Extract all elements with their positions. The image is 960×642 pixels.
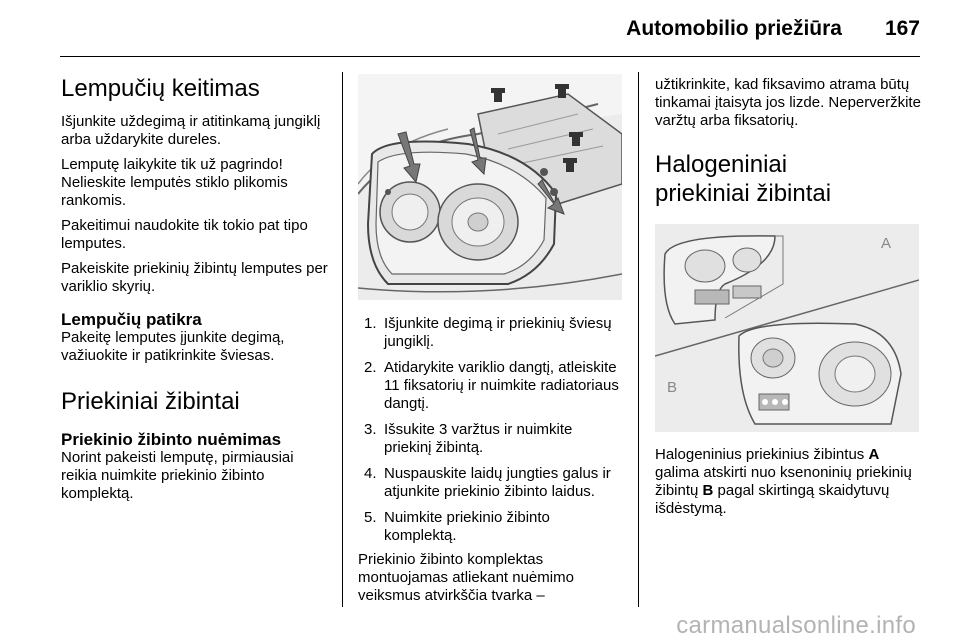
headlamp-comparison-illustration [655,224,919,432]
section-title: Automobilio priežiūra [626,17,842,40]
right-column [655,62,925,525]
list-item: 5. Nuimkite priekinio žibinto komplektą. [364,509,550,544]
left-column [61,62,329,510]
list-item: 1. Išjunkite degimą ir priekinių šviesų jungiklį. [364,315,612,350]
figure-label-b: B [667,379,678,396]
headlamp-removal-illustration [358,74,622,300]
column-divider [638,72,639,607]
procedure-steps [358,315,624,545]
paragraph: Priekinio žibinto komplektas montuojamas atliekant nuėmimo veiksmus atvirkščia tvarka – [358,551,574,604]
subheading: Lempučių patikra [61,310,202,329]
list-item: 4. Nuspauskite laidų jungties galus ir atjunkite priekinio žibinto laidus. [364,465,611,500]
list-item: 2. Atidarykite variklio dangtį, atleiskite 11 fiksatorių ir nuimkite radiatoriaus dangtį. [364,359,619,412]
paragraph: Pakeiskite priekinių žibintų lemputes per variklio skyrių. [61,260,328,295]
figure-caption: Halogeninius priekinius žibintus A galima atskirti nuo ksenoninių priekinių žibintų B pagal skirtingą skaidytuvų išdėstymą. [655,446,912,517]
paragraph: Lemputę laikykite tik už pagrindo! Nelieskite lemputės stiklo plikomis rankomis. [61,156,288,209]
page-heading: Lempučių keitimas [61,75,260,102]
paragraph: Išjunkite uždegimą ir atitinkamą jungiklį arba uždarykite dureles. [61,113,321,148]
watermark: carmanualsonline.info [676,612,916,639]
subheading: Priekinio žibinto nuėmimas [61,430,282,449]
column-divider [342,72,343,607]
page-number: 167 [884,17,920,40]
header-divider [60,56,920,57]
section-heading: Priekiniai žibintai [61,388,240,415]
paragraph: Pakeitimui naudokite tik tokio pat tipo lemputes. [61,217,308,252]
middle-column [358,62,624,612]
paragraph: Pakeitę lemputes įjunkite degimą, važiuokite ir patikrinkite šviesas. [61,329,285,364]
figure-label-a: A [881,235,892,252]
list-item: 3. Išsukite 3 varžtus ir nuimkite priekinį žibintą. [364,421,573,456]
page-header [0,0,960,56]
section-heading: Halogeniniai priekiniai žibintai [655,151,832,207]
paragraph: Norint pakeisti lemputę, pirmiausiai reikia nuimkite priekinio žibinto komplektą. [61,449,294,502]
paragraph: užtikrinkite, kad fiksavimo atrama būtų tinkamai įtaisyta jos lizde. Neperveržkite varžtų arba fiksatorių. [655,76,921,129]
page-footer [0,612,960,642]
